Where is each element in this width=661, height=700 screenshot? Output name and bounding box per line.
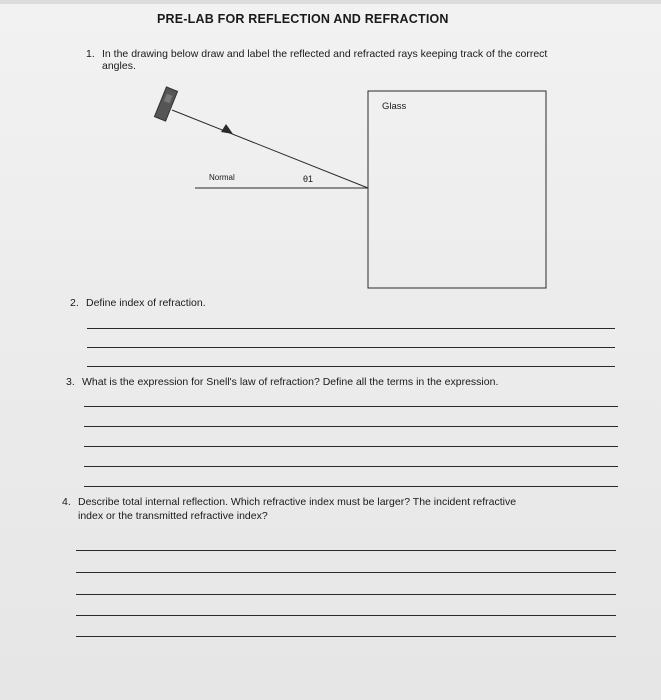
glass-label: Glass bbox=[382, 101, 407, 112]
question-3-text: What is the expression for Snell's law of refraction? Define all the terms in the expression. bbox=[82, 376, 499, 388]
laser-source bbox=[154, 87, 177, 121]
question-4-text: Describe total internal reflection. Which refractive index must be larger? The incident refractive bbox=[78, 496, 517, 508]
answer-line bbox=[87, 366, 615, 367]
incident-ray-arrow bbox=[221, 124, 233, 134]
answer-line bbox=[87, 328, 615, 329]
page-title: PRE-LAB FOR REFLECTION AND REFRACTION bbox=[157, 12, 449, 26]
answer-line bbox=[76, 594, 616, 595]
answer-line bbox=[84, 486, 618, 487]
answer-line bbox=[87, 347, 615, 348]
answer-line bbox=[76, 636, 616, 637]
answer-line bbox=[76, 615, 616, 616]
answer-line bbox=[76, 572, 616, 573]
question-1-text-line2: angles. bbox=[102, 60, 136, 72]
question-4-text-line2: index or the transmitted refractive index? bbox=[78, 510, 268, 522]
question-1-text: In the drawing below draw and label the reflected and refracted rays keeping track of the correct bbox=[102, 48, 548, 60]
question-2 bbox=[70, 297, 206, 309]
answer-line bbox=[76, 550, 616, 551]
question-3-number: 3. bbox=[66, 376, 75, 388]
angle-theta1-label: θ1 bbox=[303, 174, 314, 184]
glass-block bbox=[368, 91, 546, 288]
answer-line bbox=[84, 426, 618, 427]
question-1-number: 1. bbox=[86, 48, 95, 60]
answer-line bbox=[84, 446, 618, 447]
normal-label: Normal bbox=[209, 173, 235, 182]
answer-line bbox=[84, 406, 618, 407]
incident-ray bbox=[172, 110, 368, 188]
question-4 bbox=[62, 496, 516, 508]
answer-line bbox=[84, 466, 618, 467]
question-3 bbox=[66, 376, 498, 388]
question-2-text: Define index of refraction. bbox=[86, 297, 206, 309]
question-2-number: 2. bbox=[70, 297, 79, 309]
question-4-number: 4. bbox=[62, 496, 71, 508]
